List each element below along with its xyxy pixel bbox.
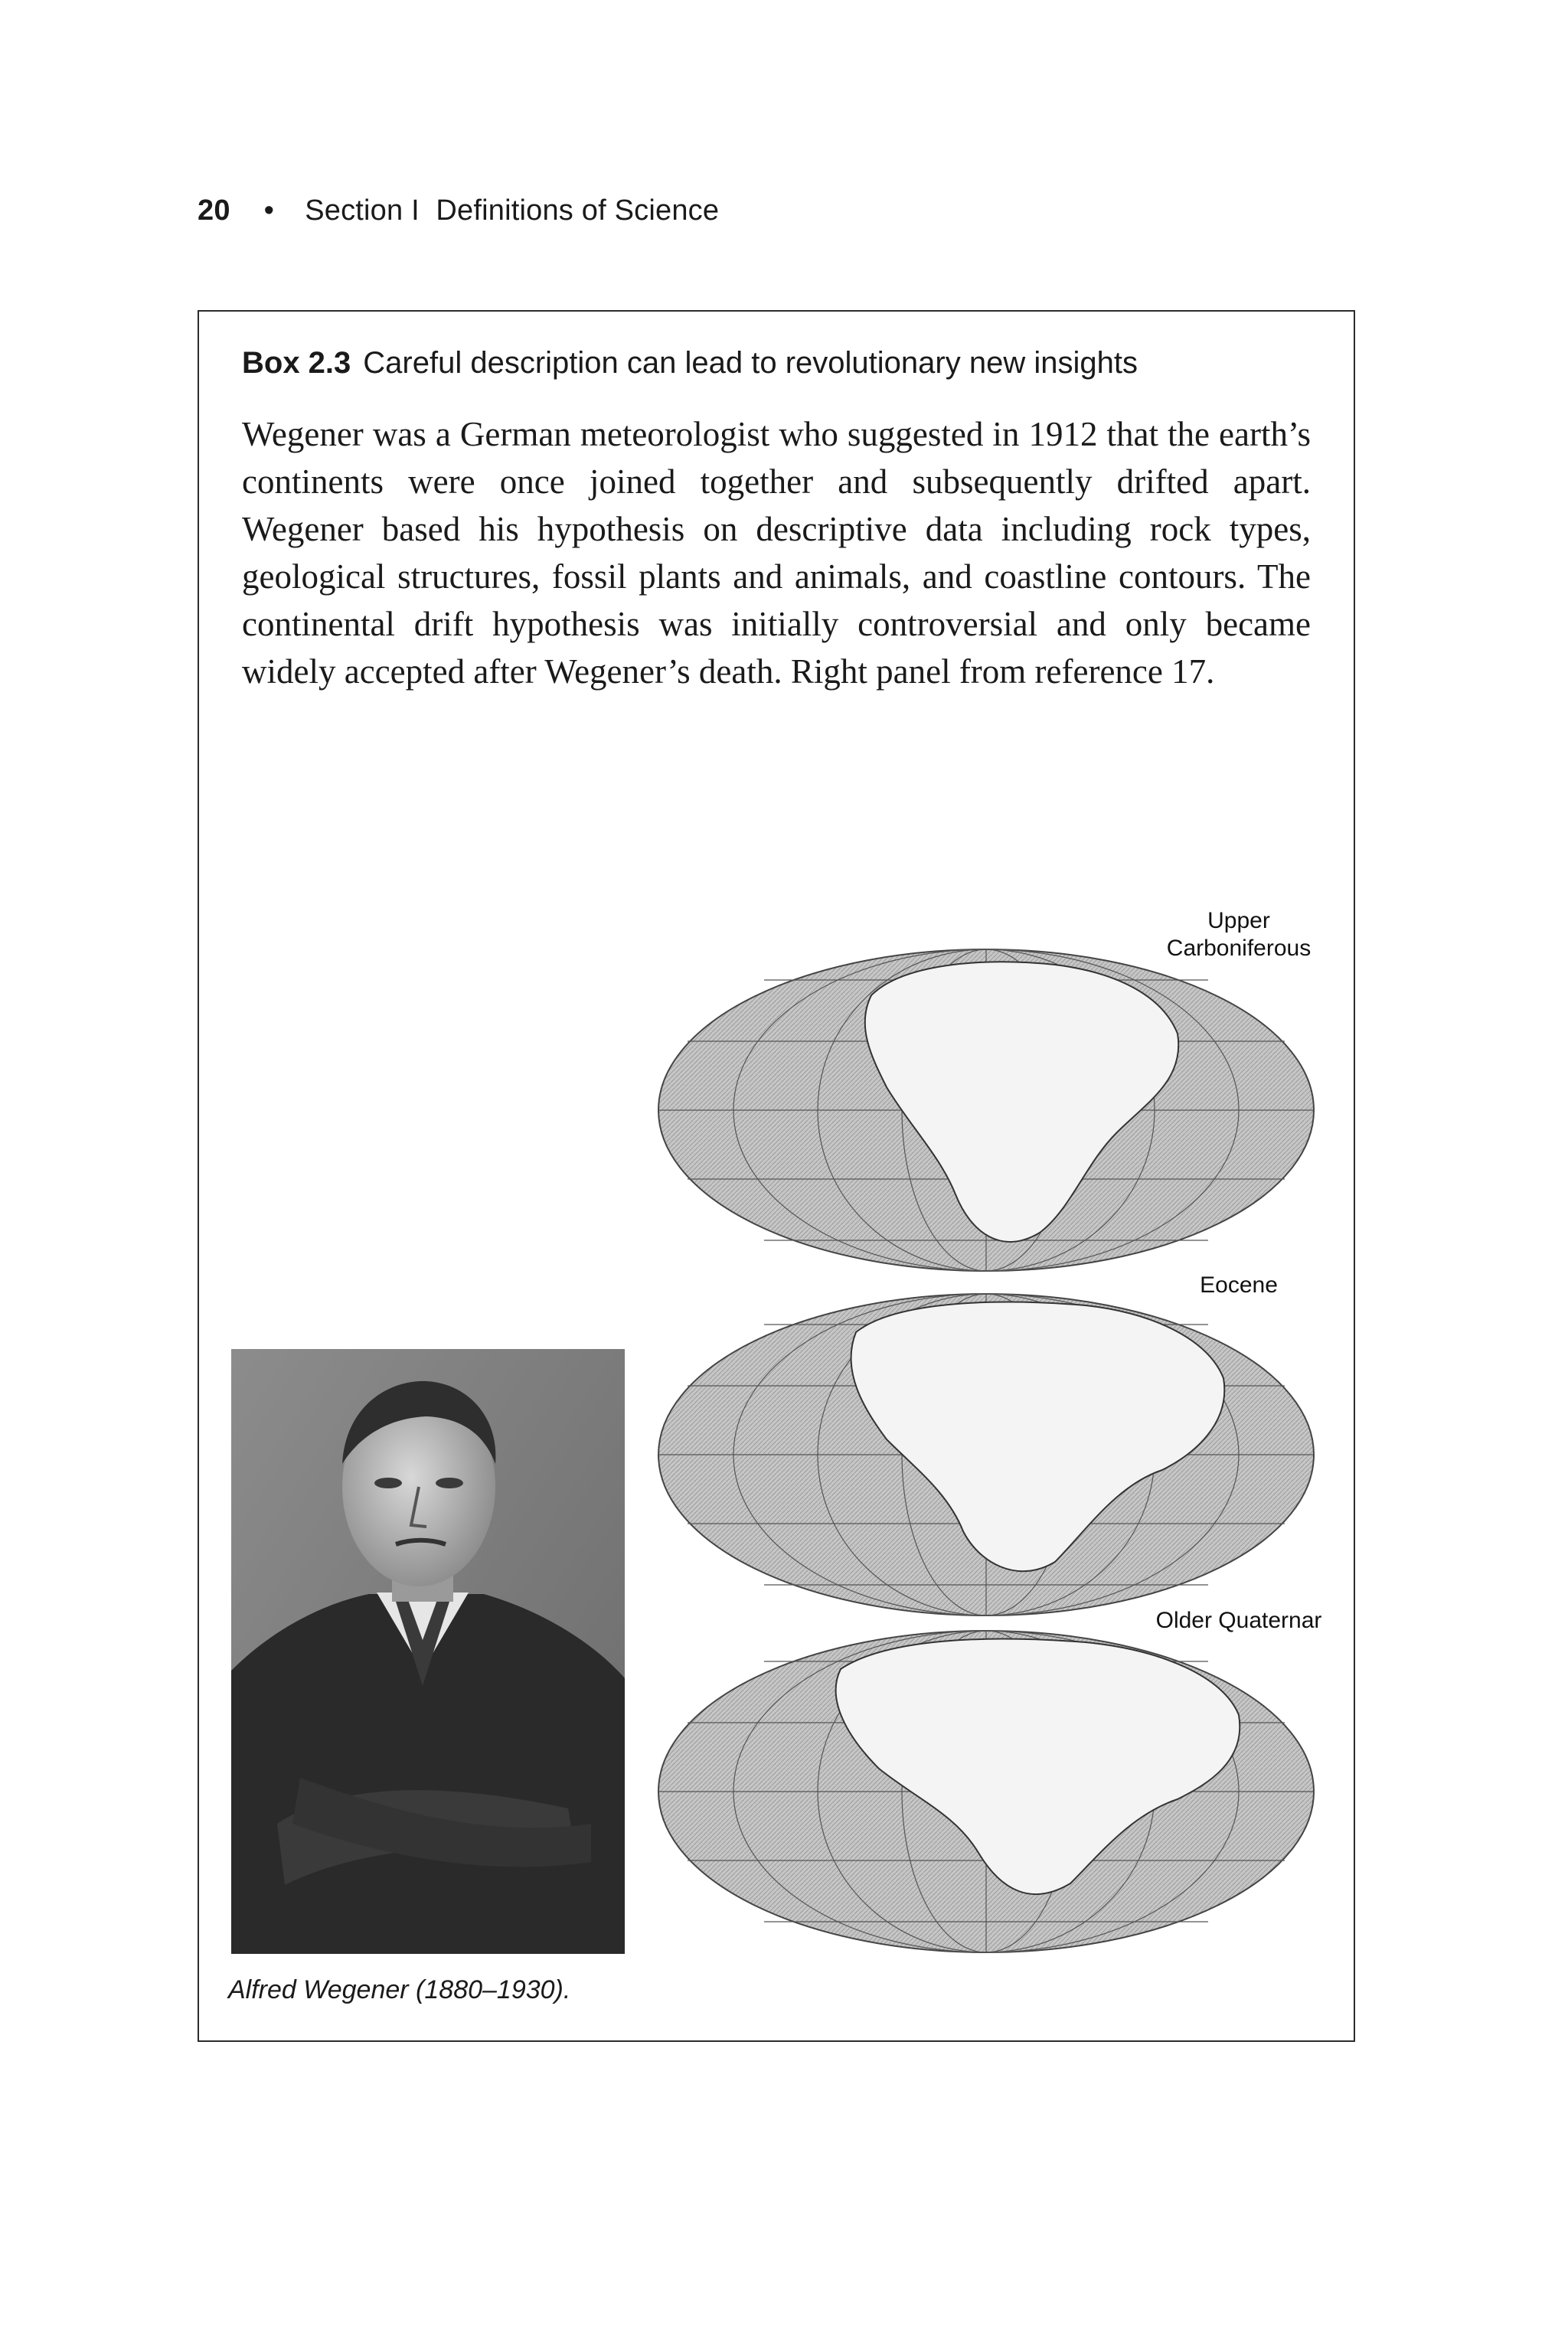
map-upper-carboniferous (658, 949, 1314, 1271)
map-eocene (658, 1294, 1314, 1615)
header-bullet: • (263, 194, 275, 227)
box-title: Careful description can lead to revolutionary new insights (363, 346, 1138, 380)
page-number: 20 (198, 194, 230, 227)
box-body-text: Wegener was a German meteorologist who suggested in 1912 that the earth’s continents were once joined together and subsequently drifted apart. Wegener based his hypothesis on descriptive data including rock types, geological structures, fossil plants and animals, and coastline contours. The continental drift hypothesis was initially controversial and only became widely accepted after Wegener’s death. Right panel from reference 17. (242, 415, 1311, 691)
box-heading (242, 346, 1138, 381)
map-older-quaternary (658, 1631, 1314, 1952)
map-label-2: Eocene (1200, 1272, 1278, 1298)
section-title: Section I Definitions of Science (305, 194, 720, 227)
photo-caption: Alfred Wegener (1880–1930). (228, 1975, 571, 2004)
running-head (198, 194, 719, 227)
portrait-photo (231, 1349, 625, 1954)
map-label-1-line1: Upper (1207, 908, 1270, 933)
map-label-3: Older Quaternar (1155, 1608, 1322, 1633)
map-label-1-line2: Carboniferous (1166, 936, 1312, 961)
box-number: Box 2.3 (242, 346, 351, 380)
drift-maps (657, 903, 1331, 1960)
